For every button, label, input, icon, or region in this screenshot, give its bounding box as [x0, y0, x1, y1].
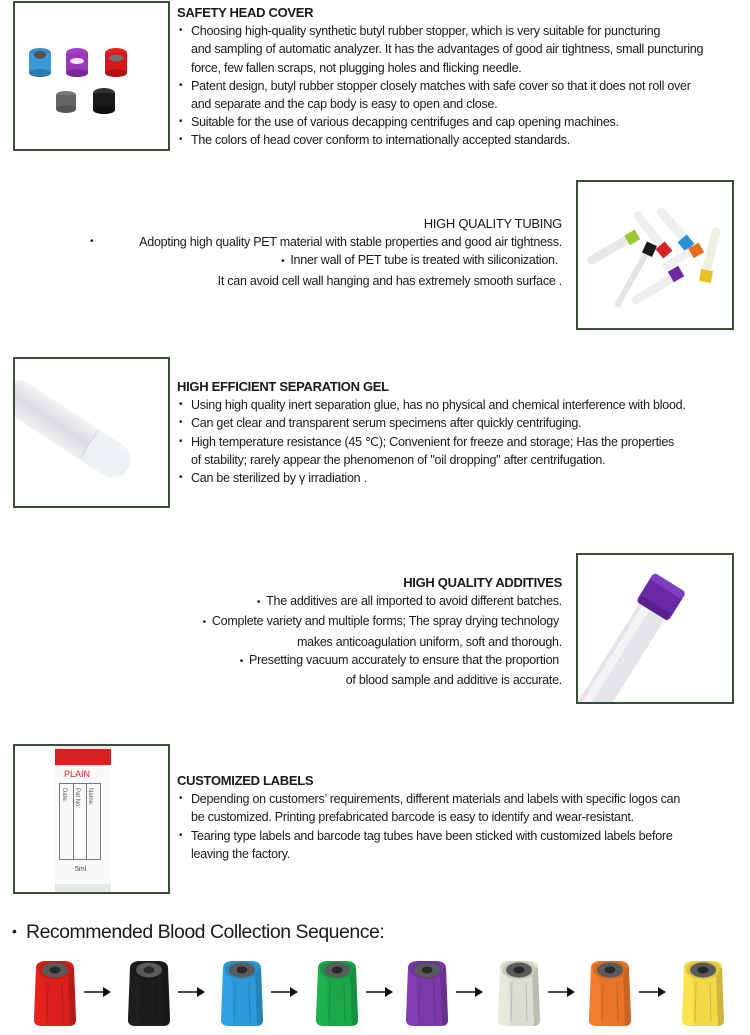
cap-yellow-icon — [680, 958, 726, 1028]
tubes-illustration — [578, 182, 732, 328]
cap-black-icon — [126, 958, 172, 1028]
label-fields-grid — [59, 783, 101, 860]
bullet-line: • The additives are all imported to avoid different batches. — [150, 592, 562, 612]
label-sticker — [55, 766, 111, 884]
cap-orange-icon — [587, 958, 633, 1028]
bullet-line: • Can be sterilized by γ irradiation . — [177, 469, 747, 487]
labeled-tube-image — [13, 744, 170, 894]
bullet-line: • Inner wall of PET tube is treated with siliconization. — [80, 251, 562, 271]
label-field-patno: Pat No: — [74, 788, 80, 809]
cap-red-icon — [32, 958, 78, 1028]
bullet-dot: • — [12, 923, 17, 939]
gel-tube-image — [13, 357, 170, 508]
arrow-right-icon — [271, 985, 299, 999]
sequence-title — [12, 921, 384, 944]
purple-cap-tube-image — [576, 553, 734, 704]
section-title: HIGH EFFICIENT SEPARATION GEL — [177, 379, 389, 394]
section-title: HIGH QUALITY ADDITIVES — [403, 575, 562, 590]
sequence-title-text: Recommended Blood Collection Sequence: — [26, 921, 385, 943]
bullet-line: • Using high quality inert separation glue, has no physical and chemical interference with blood. — [177, 396, 747, 414]
stoppers-illustration — [15, 3, 168, 149]
section-title: CUSTOMIZED LABELS — [177, 773, 314, 788]
rubber-stoppers-image — [13, 1, 170, 151]
tube-type-label: PLAIN — [64, 769, 91, 779]
arrow-right-icon — [84, 985, 112, 999]
purple-tube-illustration — [578, 555, 732, 702]
section-title: HIGH QUALITY TUBING — [423, 216, 562, 231]
arrow-right-icon — [456, 985, 484, 999]
bullet-line: • Complete variety and multiple forms; The spray drying technology — [150, 612, 562, 632]
volume-label: 5ml — [75, 866, 87, 873]
continued-line: leaving the factory. — [191, 846, 290, 861]
label-field-date: Date: — [61, 788, 67, 803]
continued-line: be customized. Printing prefabricated barcode is easy to identify and wear-resistant. — [191, 810, 634, 825]
bullet-line: • Choosing high-quality synthetic butyl rubber stopper, which is very suitable for puncturing — [177, 22, 747, 40]
section-separation-gel — [177, 378, 747, 487]
arrow-right-icon — [178, 985, 206, 999]
continued-line: force, few fallen scraps, not plugging holes and flicking needle. — [191, 60, 522, 75]
bullet-line: • Suitable for the use of various decapping centrifuges and cap opening machines. — [177, 113, 747, 131]
arrow-right-icon — [366, 985, 394, 999]
assorted-tubes-image — [576, 180, 734, 330]
bullet-line: • Presetting vacuum accurately to ensure that the proportion — [150, 651, 562, 671]
continued-line: makes anticoagulation uniform, soft and thorough. — [296, 634, 562, 649]
cap-white-icon — [496, 958, 542, 1028]
continued-line: of stability; rarely appear the phenomenon of "oil dropping" after centrifugation. — [191, 452, 606, 467]
bullet-line: • The colors of head cover conform to internationally accepted standards. — [177, 131, 747, 149]
bullet-text: Adopting high quality PET material with stable properties and good air tightness. — [139, 235, 562, 250]
continued-line: It can avoid cell wall hanging and has extremely smooth surface . — [217, 273, 562, 288]
arrow-right-icon — [639, 985, 667, 999]
tube-body — [55, 746, 111, 892]
section-customized-labels — [177, 772, 747, 863]
continued-line: and separate and the cap body is easy to open and close. — [191, 97, 498, 112]
section-title: SAFETY HEAD COVER — [177, 5, 314, 20]
section-safety-head-cover — [177, 4, 747, 150]
cap-green-icon — [314, 958, 360, 1028]
bullet-line — [80, 233, 562, 251]
continued-line: and sampling of automatic analyzer. It has the advantages of good air tightness, small puncturing — [191, 42, 704, 57]
bullet-line: • Tearing type labels and barcode tag tubes have been sticked with customized labels before — [177, 827, 747, 845]
bullet-dot: • — [90, 236, 94, 248]
arrow-right-icon — [548, 985, 576, 999]
section-high-quality-tubing — [80, 215, 562, 290]
bullet-line: • Can get clear and transparent serum specimens after quickly centrifuging. — [177, 414, 747, 432]
bullet-line: • High temperature resistance (45 ℃); Convenient for freeze and storage; Has the properties — [177, 433, 747, 451]
gel-tube-illustration — [15, 359, 168, 506]
tube-red-band — [55, 749, 111, 765]
continued-line: of blood sample and additive is accurate. — [345, 673, 562, 688]
label-field-name: Name: — [87, 788, 93, 806]
bullet-line: • Patent design, butyl rubber stopper closely matches with safe cover so that it does not roll over — [177, 77, 747, 95]
cap-purple-icon — [404, 958, 450, 1028]
cap-blue-icon — [219, 958, 265, 1028]
section-high-quality-additives — [150, 574, 562, 689]
bullet-line: • Depending on customers’ requirements, different materials and labels with specific logos can — [177, 790, 747, 808]
